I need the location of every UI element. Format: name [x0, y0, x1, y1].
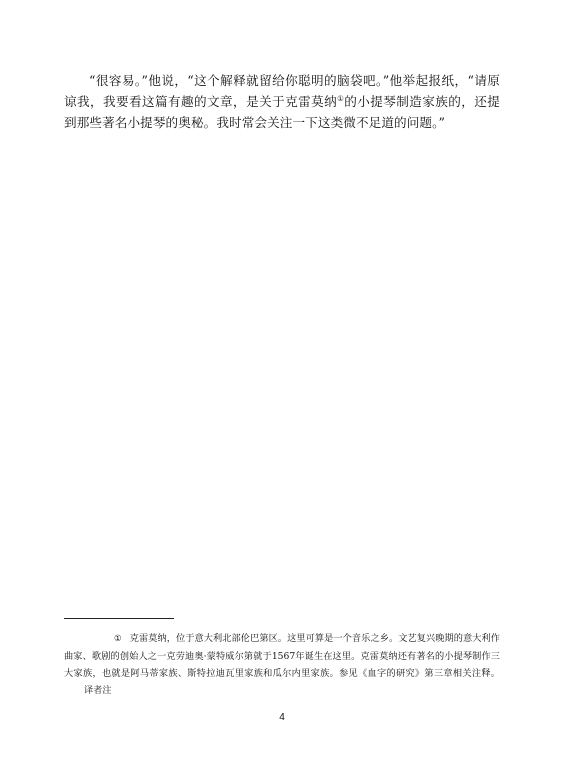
- body-paragraph: [64, 70, 500, 133]
- paragraph-text-part2: 的小提琴制造家族的，还提到那些著名小提琴的奥秘。我时常会关注一下这类微不足道的问题。”: [64, 94, 500, 130]
- footnote: [64, 630, 500, 699]
- paragraph-text-part1: “很容易。”他说，“这个解释就留给你聪明的脑袋吧。”他举起报纸，“请原谅我，我要看这篇有趣的文章，是关于克雷莫纳: [64, 73, 500, 109]
- footnote-divider: [64, 618, 174, 619]
- page-number: 4: [279, 712, 285, 723]
- footnote-attribution: 译者注: [84, 685, 112, 696]
- footnote-reference[interactable]: ①: [337, 94, 345, 103]
- footnote-text: 克雷莫纳，位于意大利北部伦巴第区。这里可算是一个音乐之乡。文艺复兴晚期的意大利作曲家、歌剧的创始人之一克劳迪奥·蒙特威尔第就于1567年诞生在这里。克雷莫纳还有著名的小提琴制作三大家族，也就是阿马蒂家族、斯特拉迪瓦里家族和瓜尔内里家族。参见《血字的研究》第三章相关注释。: [64, 633, 500, 679]
- footnote-marker: ①: [114, 634, 122, 644]
